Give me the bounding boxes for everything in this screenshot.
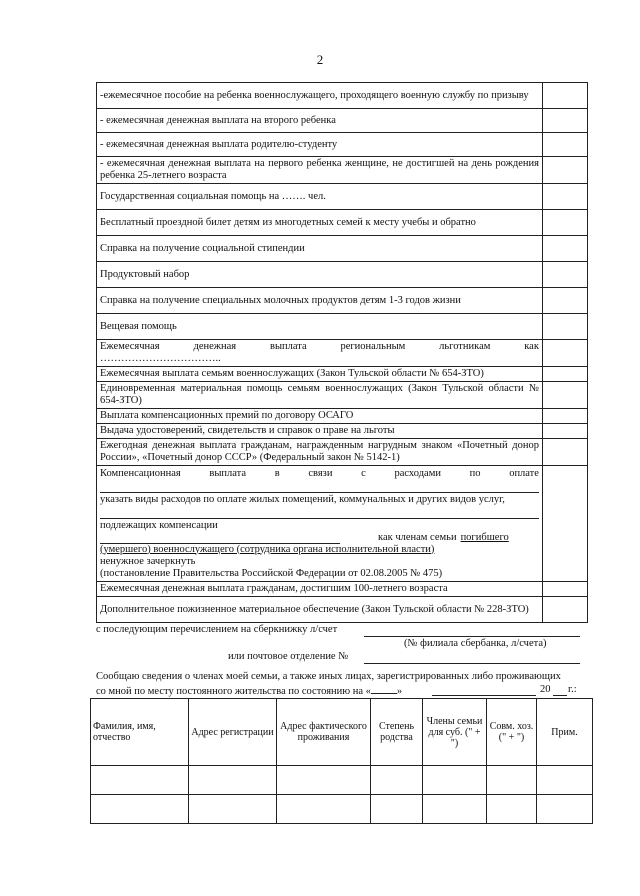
post-office-fill-line[interactable] bbox=[364, 663, 580, 664]
benefit-label: -ежемесячное пособие на ребенка военнослужащего, проходящего военную службу по призыву bbox=[97, 83, 543, 109]
benefits-table bbox=[96, 82, 588, 623]
family-intro-quote: » bbox=[396, 686, 403, 697]
family-column-header: Адрес регистрации bbox=[189, 699, 277, 766]
decree-reference: (постановление Правительства Российской Федерации от 02.08.2005 № 475) bbox=[100, 567, 443, 579]
family-cell[interactable] bbox=[537, 766, 593, 795]
benefit-row bbox=[97, 133, 588, 157]
benefit-row bbox=[97, 439, 588, 466]
check-box[interactable] bbox=[543, 157, 588, 184]
benefit-label: - ежемесячная денежная выплата родителю-студенту bbox=[97, 133, 543, 157]
family-row bbox=[91, 795, 593, 824]
serviceman-text: (умершего) военнослужащего (сотрудника органа исполнительной власти) bbox=[100, 543, 435, 555]
benefit-row bbox=[97, 288, 588, 314]
check-box[interactable] bbox=[543, 262, 588, 288]
family-cell[interactable] bbox=[277, 766, 371, 795]
benefit-label: Дополнительное пожизненное материальное обеспечение (Закон Тульской области № 228-ЗТО) bbox=[97, 597, 543, 623]
regional-dots: …………………………….. bbox=[100, 353, 221, 364]
benefit-row bbox=[97, 340, 588, 367]
benefit-label: Справка на получение социальной стипендии bbox=[97, 236, 543, 262]
family-intro-line-1: Сообщаю сведения о членах моей семьи, а также иных лицах, зарегистрированных либо проживающих bbox=[96, 671, 561, 682]
family-cell[interactable] bbox=[371, 795, 423, 824]
benefit-row bbox=[97, 109, 588, 133]
family-role-line bbox=[100, 532, 539, 544]
family-cell[interactable] bbox=[277, 795, 371, 824]
benefit-row bbox=[97, 582, 588, 597]
word: расходами bbox=[394, 467, 441, 479]
benefit-label: Выплата компенсационных премий по договору ОСАГО bbox=[97, 409, 543, 424]
benefit-row bbox=[97, 184, 588, 210]
family-cell[interactable] bbox=[487, 795, 537, 824]
word: Ежемесячная bbox=[100, 341, 160, 352]
benefit-row bbox=[97, 382, 588, 409]
word: выплата bbox=[209, 467, 247, 479]
family-cell[interactable] bbox=[423, 795, 487, 824]
benefit-row bbox=[97, 367, 588, 382]
compensation-title bbox=[100, 468, 539, 480]
check-box[interactable] bbox=[543, 466, 588, 582]
family-cell[interactable] bbox=[189, 766, 277, 795]
family-column-header: Адрес фактического проживания bbox=[277, 699, 371, 766]
word: Компенсационная bbox=[100, 467, 181, 479]
date-day-fill[interactable] bbox=[371, 684, 397, 694]
date-year-suffix: г.: bbox=[568, 684, 577, 695]
family-column-header: Члены семьи для суб. (" + ") bbox=[423, 699, 487, 766]
check-box[interactable] bbox=[543, 83, 588, 109]
benefit-label: Продуктовый набор bbox=[97, 262, 543, 288]
benefit-row bbox=[97, 236, 588, 262]
check-box[interactable] bbox=[543, 288, 588, 314]
family-role-text: как членам семьи bbox=[378, 531, 457, 543]
family-column-header: Степень родства bbox=[371, 699, 423, 766]
check-box[interactable] bbox=[543, 109, 588, 133]
post-office-label: или почтовое отделение № bbox=[228, 651, 349, 662]
savings-line: с последующим перечислением на сберкнижку л/счет bbox=[96, 624, 338, 635]
benefit-row bbox=[97, 314, 588, 340]
deceased-word: погибшего bbox=[460, 531, 509, 543]
check-box[interactable] bbox=[543, 133, 588, 157]
word: региональным bbox=[340, 341, 406, 352]
compensation-hint: указать виды расходов по оплате жилых помещений, коммунальных и других видов услуг, bbox=[100, 493, 505, 505]
family-cell[interactable] bbox=[423, 766, 487, 795]
check-box[interactable] bbox=[543, 236, 588, 262]
check-box[interactable] bbox=[543, 424, 588, 439]
word: как bbox=[524, 341, 539, 352]
family-column-header: Совм. хоз. (" + ") bbox=[487, 699, 537, 766]
family-cell[interactable] bbox=[537, 795, 593, 824]
benefit-row bbox=[97, 597, 588, 623]
benefit-label: - ежемесячная денежная выплата на первого ребенка женщине, не достигшей на день рождения ребенка 25-летнего возраста bbox=[97, 157, 543, 184]
benefit-label: Вещевая помощь bbox=[97, 314, 543, 340]
benefit-label: Государственная социальная помощь на ……. чел. bbox=[97, 184, 543, 210]
branch-caption: (№ филиала сбербанка, л/счета) bbox=[404, 638, 547, 649]
family-members-table bbox=[90, 698, 593, 824]
benefit-row bbox=[97, 409, 588, 424]
benefit-row bbox=[97, 83, 588, 109]
benefit-label bbox=[97, 340, 543, 367]
benefit-row bbox=[97, 157, 588, 184]
family-column-header: Фамилия, имя, отчество bbox=[91, 699, 189, 766]
check-box[interactable] bbox=[543, 382, 588, 409]
word: по bbox=[469, 467, 481, 479]
check-box[interactable] bbox=[543, 314, 588, 340]
regional-text bbox=[100, 341, 539, 353]
benefit-label: Бесплатный проездной билет детям из многодетных семей к месту учебы и обратно bbox=[97, 210, 543, 236]
check-box[interactable] bbox=[543, 409, 588, 424]
family-cell[interactable] bbox=[487, 766, 537, 795]
word: связи bbox=[308, 467, 333, 479]
benefit-label: Справка на получение специальных молочных продуктов детям 1-3 годов жизни bbox=[97, 288, 543, 314]
family-cell[interactable] bbox=[91, 795, 189, 824]
family-intro-text: со мной по месту постоянного жительства по состоянию на « bbox=[96, 686, 371, 697]
benefit-label: Ежемесячная денежная выплата гражданам, достигшим 100-летнего возраста bbox=[97, 582, 543, 597]
date-month-fill[interactable] bbox=[432, 695, 536, 696]
family-cell[interactable] bbox=[189, 795, 277, 824]
word: выплата bbox=[269, 341, 307, 352]
check-box[interactable] bbox=[543, 340, 588, 367]
benefit-row bbox=[97, 262, 588, 288]
strike-hint: ненужное зачеркнуть bbox=[100, 555, 196, 567]
page-number: 2 bbox=[316, 52, 324, 67]
check-box[interactable] bbox=[543, 184, 588, 210]
family-intro-line-2 bbox=[96, 684, 402, 698]
check-box[interactable] bbox=[543, 210, 588, 236]
family-column-header: Прим. bbox=[537, 699, 593, 766]
word: с bbox=[361, 467, 366, 479]
check-box[interactable] bbox=[543, 597, 588, 623]
compensation-subject: подлежащих компенсации bbox=[100, 519, 218, 531]
benefit-label: - ежемесячная денежная выплата на второго ребенка bbox=[97, 109, 543, 133]
family-cell[interactable] bbox=[91, 766, 189, 795]
family-cell[interactable] bbox=[371, 766, 423, 795]
benefit-label: Выдача удостоверений, свидетельств и справок о праве на льготы bbox=[97, 424, 543, 439]
compensation-fill-line[interactable] bbox=[100, 533, 340, 544]
benefit-label: Единовременная материальная помощь семьям военнослужащих (Закон Тульской области № 654-ЗТО) bbox=[97, 382, 543, 409]
word: денежная bbox=[193, 341, 237, 352]
account-fill-line[interactable] bbox=[364, 636, 580, 637]
word: льготникам bbox=[439, 341, 491, 352]
check-box[interactable] bbox=[543, 582, 588, 597]
family-row bbox=[91, 766, 593, 795]
benefit-label: Ежемесячная выплата семьям военнослужащих (Закон Тульской области № 654-ЗТО) bbox=[97, 367, 543, 382]
compensation-block bbox=[97, 466, 543, 582]
expense-fill-line[interactable] bbox=[100, 481, 539, 493]
check-box[interactable] bbox=[543, 367, 588, 382]
date-year-fill[interactable] bbox=[553, 695, 567, 696]
benefit-row bbox=[97, 466, 588, 582]
check-box[interactable] bbox=[543, 439, 588, 466]
date-year-prefix: 20 bbox=[540, 684, 551, 695]
benefit-row bbox=[97, 210, 588, 236]
expense-fill-line[interactable] bbox=[100, 507, 539, 519]
word: оплате bbox=[509, 467, 539, 479]
benefit-row bbox=[97, 424, 588, 439]
word: в bbox=[274, 467, 280, 479]
benefit-label: Ежегодная денежная выплата гражданам, награжденным нагрудным знаком «Почетный донор России», «Почетный донор СССР» (Федеральный закон № 5142-1) bbox=[97, 439, 543, 466]
